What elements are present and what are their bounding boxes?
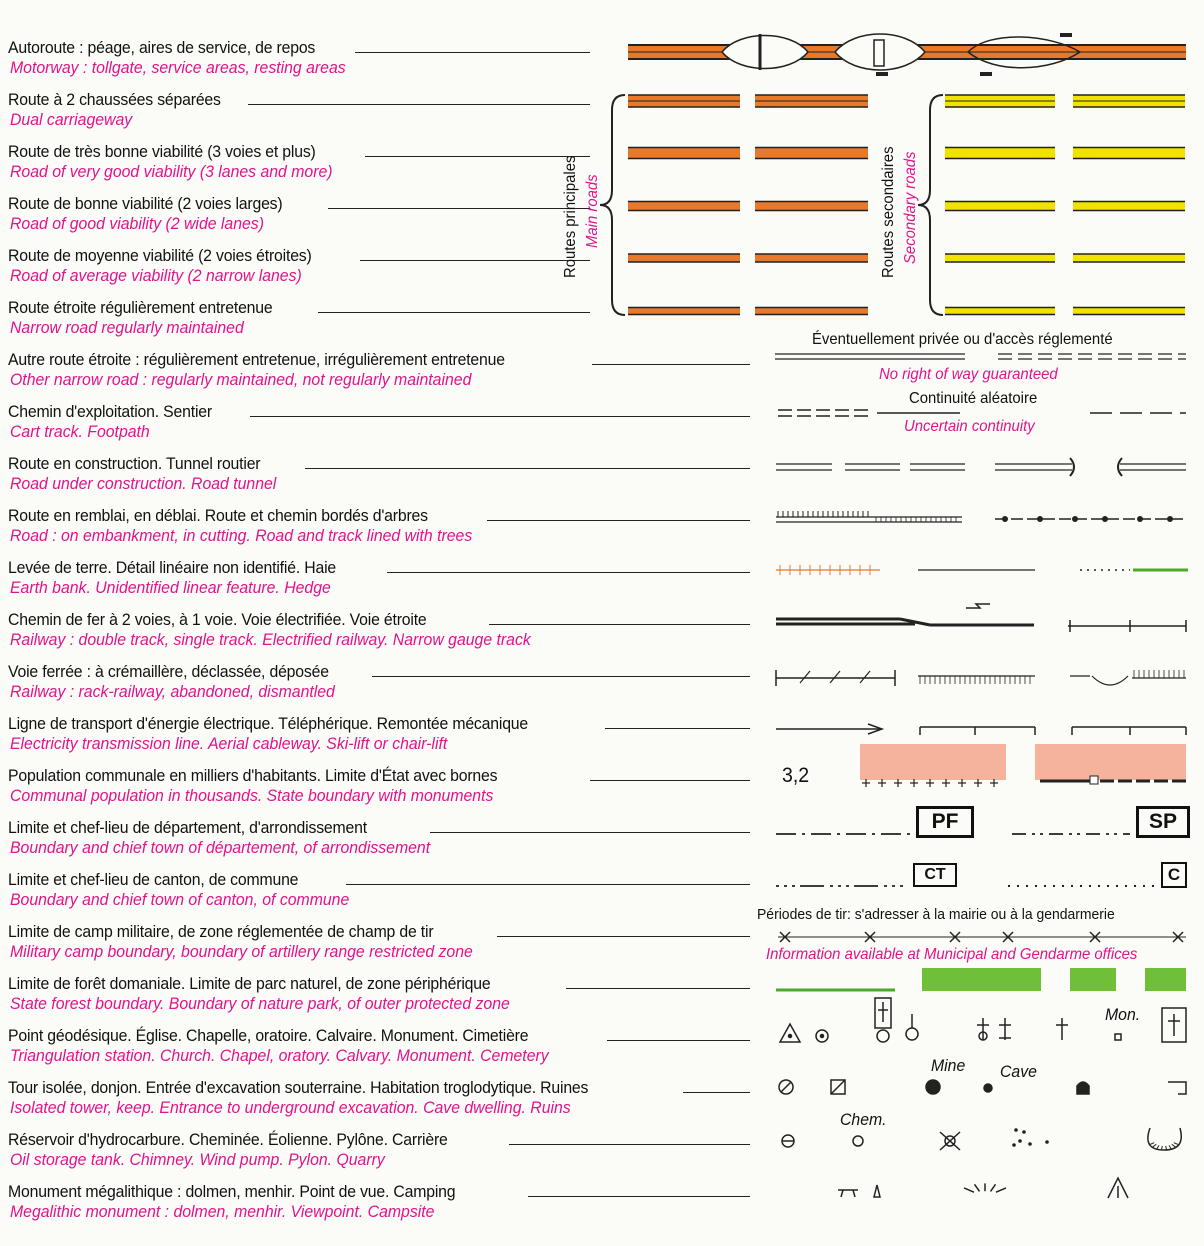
ruins-icon xyxy=(1168,1082,1186,1094)
legend-label-fr: Route en construction. Tunnel routier xyxy=(8,454,261,473)
legend-label-fr: Monument mégalithique : dolmen, menhir. Point de vue. Camping xyxy=(8,1182,456,1201)
legend-label-fr: Route en remblai, en déblai. Route et chemin bordés d'arbres xyxy=(8,506,428,525)
main-road-swatch xyxy=(628,308,740,315)
legend-label-en: Other narrow road : regularly maintained, not regularly maintained xyxy=(10,370,472,389)
legend-label-fr: Limite et chef-lieu de département, d'arrondissement xyxy=(8,818,367,837)
note-private-fr: Éventuellement privée ou d'accès réglementé xyxy=(812,331,1113,348)
secondary-road-swatch xyxy=(945,202,1055,211)
park-swatch xyxy=(1145,968,1186,991)
legend-label-en: Road of good viability (2 wide lanes) xyxy=(10,214,264,233)
pylon-dot xyxy=(1045,1140,1049,1144)
main-road-swatch xyxy=(628,148,740,159)
legend-label-fr: Ligne de transport d'énergie électrique. Téléphérique. Remontée mécanique xyxy=(8,714,529,733)
legend-label-en: State forest boundary. Boundary of nature park, of outer protected zone xyxy=(10,994,510,1013)
mine-icon xyxy=(926,1080,940,1094)
label-mine: Mine xyxy=(931,1056,966,1075)
note-continuity-en: Uncertain continuity xyxy=(904,418,1035,435)
legend-label-fr: Chemin d'exploitation. Sentier xyxy=(8,402,212,421)
legend-label-en: Road : on embankment, in cutting. Road and track lined with trees xyxy=(10,526,473,545)
boundary-marker xyxy=(1090,776,1098,784)
legend-label-en: Communal population in thousands. State boundary with monuments xyxy=(10,786,494,805)
motorway-symbol xyxy=(628,33,1186,76)
legend-label-fr: Tour isolée, donjon. Entrée d'excavation souterraine. Habitation troglodytique. Ruines xyxy=(8,1078,589,1097)
tunnel-mouth xyxy=(1070,458,1074,476)
line-symbol xyxy=(800,671,810,683)
secondary-road-swatch xyxy=(1073,202,1185,211)
tree-dot xyxy=(1002,516,1008,522)
legend-label-en: Boundary and chief town of département, of arrondissement xyxy=(10,838,431,857)
secondary-road-swatch xyxy=(1073,148,1185,159)
legend-label-fr: Limite de camp militaire, de zone réglementée de champ de tir xyxy=(8,922,434,941)
legend-label-en: Railway : double track, single track. Electrified railway. Narrow gauge track xyxy=(10,630,531,649)
secondary-road-swatch xyxy=(945,254,1055,262)
viewpoint-ray xyxy=(975,1184,980,1191)
secondary-road-swatch xyxy=(945,308,1055,315)
cave-icon xyxy=(984,1084,992,1092)
legend-label-fr: Autoroute : péage, aires de service, de repos xyxy=(8,38,316,57)
pylon-dot xyxy=(1022,1130,1026,1134)
legend-label-fr: Route à 2 chaussées séparées xyxy=(8,90,221,109)
chimney-icon xyxy=(853,1136,863,1146)
legend-label-fr: Route de bonne viabilité (2 voies larges) xyxy=(8,194,283,213)
legend-label-fr: Route étroite régulièrement entretenue xyxy=(8,298,273,317)
tree-dot xyxy=(1072,516,1078,522)
triangulation-icon xyxy=(780,1024,800,1042)
group-label-main-fr: Routes principales xyxy=(562,155,579,278)
legend-label-fr: Limite de forêt domaniale. Limite de parc naturel, de zone périphérique xyxy=(8,974,491,993)
dismantled-arc xyxy=(1092,676,1128,685)
pylon-dot xyxy=(1018,1139,1022,1143)
secondary-road-swatch xyxy=(945,148,1055,159)
electrified-mark xyxy=(966,604,990,608)
legend-label-en: Isolated tower, keep. Entrance to underground excavation. Cave dwelling. Ruins xyxy=(10,1098,571,1117)
pylon-dot xyxy=(1012,1143,1016,1147)
legend-label-en: Military camp boundary, boundary of artillery range restricted zone xyxy=(10,942,473,961)
legend-label-fr: Route de moyenne viabilité (2 voies étroites) xyxy=(8,246,312,265)
pylon-dot xyxy=(1028,1142,1032,1146)
tree-dot xyxy=(1137,516,1143,522)
legend-label-fr: Voie ferrée : à crémaillère, déclassée, déposée xyxy=(8,662,329,681)
viewpoint-ray xyxy=(964,1188,974,1192)
note-continuity-fr: Continuité aléatoire xyxy=(909,390,1038,407)
secondary-road-swatch xyxy=(1073,308,1185,315)
box-sp: SP xyxy=(1136,806,1190,838)
population-swatch xyxy=(860,744,1006,780)
legend-label-fr: Réservoir d'hydrocarbure. Cheminée. Éolienne. Pylône. Carrière xyxy=(8,1130,448,1149)
pylon-dot xyxy=(1014,1128,1018,1132)
line-symbol xyxy=(860,671,870,683)
main-road-swatch xyxy=(628,254,740,262)
main-road-swatch xyxy=(755,254,868,262)
population-value: 3,2 xyxy=(782,764,810,787)
legend-label-en: Boundary and chief town of canton, of commune xyxy=(10,890,350,909)
viewpoint-ray xyxy=(991,1184,996,1191)
legend-label-fr: Population communale en milliers d'habitants. Limite d'État avec bornes xyxy=(8,766,498,785)
legend-label-en: Oil storage tank. Chimney. Wind pump. Pylon. Quarry xyxy=(10,1150,385,1169)
firing-note-en: Information available at Municipal and Gendarme offices xyxy=(766,946,1138,963)
label-chem: Chem. xyxy=(840,1110,887,1129)
box-ct: CT xyxy=(913,863,957,887)
legend-label-fr: Autre route étroite : régulièrement entretenue, irrégulièrement entretenue xyxy=(8,350,505,369)
legend-label-en: Road of average viability (2 narrow lanes) xyxy=(10,266,302,285)
firing-note-fr: Périodes de tir: s'adresser à la mairie ou à la gendarmerie xyxy=(757,906,1115,923)
legend-label-fr: Levée de terre. Détail linéaire non identifié. Haie xyxy=(8,558,336,577)
legend-label-fr: Limite et chef-lieu de canton, de commune xyxy=(8,870,299,889)
legend-label-en: Dual carriageway xyxy=(10,110,133,129)
legend-label-en: Triangulation station. Church. Chapel, oratory. Calvary. Monument. Cemetery xyxy=(10,1046,549,1065)
legend-label-en: Cart track. Footpath xyxy=(10,422,150,441)
tree-dot xyxy=(1037,516,1043,522)
legend-label-en: Narrow road regularly maintained xyxy=(10,318,244,337)
note-private-en: No right of way guaranteed xyxy=(879,366,1058,383)
legend-label-en: Megalithic monument : dolmen, menhir. Viewpoint. Campsite xyxy=(10,1202,435,1221)
legend-label-fr: Chemin de fer à 2 voies, à 1 voie. Voie électrifiée. Voie étroite xyxy=(8,610,427,629)
monument-square-icon xyxy=(1115,1034,1121,1040)
main-road-swatch xyxy=(755,202,868,211)
group-label-secondary-fr: Routes secondaires xyxy=(880,146,897,278)
legend-label-en: Motorway : tollgate, service areas, resting areas xyxy=(10,58,346,77)
tree-dot xyxy=(1167,516,1173,522)
park-swatch xyxy=(922,968,1041,991)
legend-label-fr: Route de très bonne viabilité (3 voies et plus) xyxy=(8,142,316,161)
label-cave: Cave xyxy=(1000,1062,1037,1081)
label-mon: Mon. xyxy=(1105,1005,1141,1024)
cave-dwelling-icon xyxy=(1077,1082,1089,1094)
group-label-main-en: Main roads xyxy=(584,174,601,248)
box-c: C xyxy=(1161,862,1187,888)
legend-label-en: Railway : rack-railway, abandoned, dismantled xyxy=(10,682,335,701)
main-road-swatch xyxy=(628,202,740,211)
tunnel-mouth xyxy=(1118,458,1122,476)
line-symbol xyxy=(830,671,840,683)
legend-label-en: Earth bank. Unidentified linear feature. Hedge xyxy=(10,578,331,597)
main-road-swatch xyxy=(755,148,868,159)
group-label-secondary-en: Secondary roads xyxy=(902,151,919,264)
menhir-icon xyxy=(874,1185,880,1197)
legend-label-en: Road under construction. Road tunnel xyxy=(10,474,277,493)
oratory-icon xyxy=(906,1028,918,1040)
population-swatch xyxy=(1035,744,1186,780)
park-swatch xyxy=(1070,968,1116,991)
tree-dot xyxy=(1102,516,1108,522)
legend-label-fr: Point géodésique. Église. Chapelle, oratoire. Calvaire. Monument. Cimetière xyxy=(8,1026,529,1045)
secondary-road-swatch xyxy=(1073,254,1185,262)
legend-label-en: Electricity transmission line. Aerial cableway. Ski-lift or chair-lift xyxy=(10,734,448,753)
legend-label-en: Road of very good viability (3 lanes and more) xyxy=(10,162,333,181)
viewpoint-ray xyxy=(996,1188,1006,1192)
main-road-swatch xyxy=(755,308,868,315)
box-pf: PF xyxy=(916,806,974,838)
